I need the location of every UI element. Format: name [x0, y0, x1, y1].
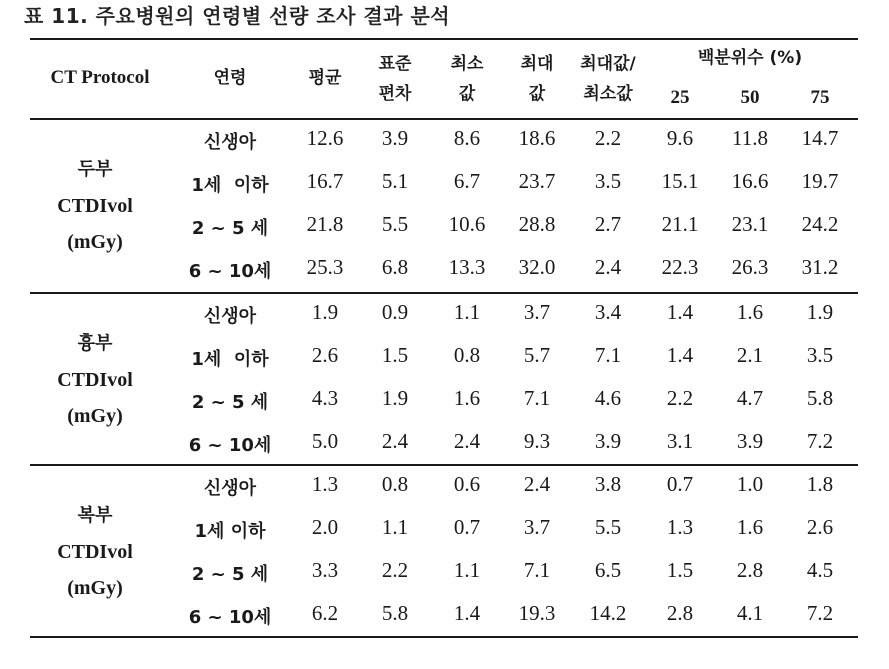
cell-min: 1.6: [453, 386, 481, 410]
cell-mean: 2.0: [311, 515, 339, 539]
age-label: 2 ~ 5 세: [191, 392, 269, 413]
cell-p25: 1.5: [666, 558, 694, 582]
group-label: [40, 326, 150, 434]
age-label: 신생아: [203, 132, 257, 153]
cell-p50: 11.8: [732, 126, 768, 150]
cell-max: 7.1: [523, 558, 551, 582]
group-rule-1: [30, 292, 858, 294]
cell-sd: 5.5: [381, 212, 409, 236]
cell-ratio: 3.4: [594, 300, 622, 324]
cell-p75: 19.7: [801, 169, 839, 193]
cell-ratio: 3.9: [594, 429, 622, 453]
cell-p25: 15.1: [661, 169, 699, 193]
cell-max: 28.8: [518, 212, 556, 236]
group-metric: CTDIvol: [57, 541, 133, 563]
cell-p25: 3.1: [666, 429, 694, 453]
group-unit: (mGy): [67, 405, 123, 427]
cell-min: 10.6: [448, 212, 486, 236]
cell-max: 19.3: [518, 601, 556, 625]
cell-p25: 2.2: [666, 386, 694, 410]
table-caption: 표 11. 주요병원의 연령별 선량 조사 결과 분석: [24, 4, 451, 28]
age-label: 1세 이하: [191, 349, 269, 370]
cell-p50: 26.3: [731, 255, 769, 279]
header-p75: 75: [810, 87, 830, 108]
group-metric: CTDIvol: [57, 195, 133, 217]
cell-p50: 3.9: [736, 429, 764, 453]
cell-p75: 31.2: [801, 255, 839, 279]
cell-mean: 5.0: [311, 429, 339, 453]
age-label: 6 ~ 10세: [188, 261, 272, 282]
cell-sd: 3.9: [381, 126, 409, 150]
cell-min: 1.4: [453, 601, 481, 625]
cell-sd: 2.4: [381, 429, 409, 453]
cell-p25: 1.4: [666, 343, 694, 367]
group-name: 두부: [77, 159, 113, 180]
cell-mean: 1.9: [311, 300, 339, 324]
group-name: 복부: [77, 505, 113, 526]
header-percentile: 백분위수 (%): [697, 48, 803, 68]
group-label: [40, 498, 150, 606]
age-label: 2 ~ 5 세: [191, 218, 269, 239]
cell-p50: 1.6: [736, 515, 764, 539]
cell-p50: 4.1: [736, 601, 764, 625]
cell-sd: 0.8: [381, 472, 409, 496]
cell-ratio: 5.5: [594, 515, 622, 539]
cell-min: 0.7: [453, 515, 481, 539]
cell-ratio: 3.5: [594, 169, 622, 193]
cell-p75: 5.8: [806, 386, 834, 410]
header-ratio-line1: 최대값/: [580, 54, 636, 74]
group-label: [40, 152, 150, 260]
cell-p75: 24.2: [801, 212, 839, 236]
cell-mean: 12.6: [306, 126, 344, 150]
cell-ratio: 3.8: [594, 472, 622, 496]
header-sd-line2: 편차: [378, 84, 412, 104]
cell-mean: 21.8: [306, 212, 344, 236]
header-max-line1: 최대: [520, 54, 554, 74]
cell-ratio: 6.5: [594, 558, 622, 582]
age-label: 신생아: [203, 306, 257, 327]
group-unit: (mGy): [67, 231, 123, 253]
bottom-rule: [30, 636, 858, 638]
cell-p50: 2.8: [736, 558, 764, 582]
cell-mean: 2.6: [311, 343, 339, 367]
cell-min: 8.6: [453, 126, 481, 150]
cell-max: 3.7: [523, 515, 551, 539]
cell-mean: 16.7: [306, 169, 344, 193]
cell-min: 0.8: [453, 343, 481, 367]
cell-ratio: 2.4: [594, 255, 622, 279]
cell-p50: 23.1: [731, 212, 769, 236]
cell-mean: 1.3: [311, 472, 339, 496]
cell-mean: 6.2: [311, 601, 339, 625]
cell-sd: 6.8: [381, 255, 409, 279]
cell-p50: 16.6: [731, 169, 769, 193]
cell-mean: 3.3: [311, 558, 339, 582]
header-mean: 평균: [308, 68, 342, 88]
cell-max: 23.7: [518, 169, 556, 193]
group-unit: (mGy): [67, 577, 123, 599]
header-protocol: CT Protocol: [50, 67, 150, 88]
cell-max: 2.4: [523, 472, 551, 496]
cell-max: 18.6: [518, 126, 556, 150]
header-max-line2: 값: [528, 84, 546, 104]
cell-ratio: 7.1: [594, 343, 622, 367]
header-age: 연령: [213, 68, 247, 88]
cell-p75: 4.5: [806, 558, 834, 582]
cell-p50: 1.6: [736, 300, 764, 324]
cell-ratio: 14.2: [589, 601, 627, 625]
cell-min: 13.3: [448, 255, 486, 279]
header-rule: [30, 118, 858, 120]
cell-p25: 1.3: [666, 515, 694, 539]
age-label: 2 ~ 5 세: [191, 564, 269, 585]
cell-min: 6.7: [453, 169, 481, 193]
cell-max: 9.3: [523, 429, 551, 453]
header-min-line2: 값: [458, 84, 476, 104]
cell-max: 32.0: [518, 255, 556, 279]
cell-p25: 1.4: [666, 300, 694, 324]
top-rule: [30, 38, 858, 40]
cell-mean: 4.3: [311, 386, 339, 410]
cell-max: 5.7: [523, 343, 551, 367]
age-label: 1세 이하: [194, 521, 266, 542]
age-label: 1세 이하: [191, 175, 269, 196]
cell-ratio: 2.2: [594, 126, 622, 150]
cell-p25: 2.8: [666, 601, 694, 625]
cell-ratio: 2.7: [594, 212, 622, 236]
cell-min: 0.6: [453, 472, 481, 496]
cell-p25: 22.3: [661, 255, 699, 279]
cell-p50: 4.7: [736, 386, 764, 410]
cell-min: 1.1: [453, 558, 481, 582]
cell-sd: 1.1: [381, 515, 409, 539]
header-p25: 25: [670, 87, 690, 108]
header-sd-line1: 표준: [378, 54, 412, 74]
cell-sd: 2.2: [381, 558, 409, 582]
group-rule-2: [30, 464, 858, 466]
cell-p25: 21.1: [661, 212, 699, 236]
cell-max: 7.1: [523, 386, 551, 410]
group-name: 흉부: [77, 333, 113, 354]
cell-p25: 0.7: [666, 472, 694, 496]
header-p50: 50: [740, 87, 760, 108]
cell-min: 1.1: [453, 300, 481, 324]
header-min-line1: 최소: [450, 54, 484, 74]
cell-sd: 1.5: [381, 343, 409, 367]
cell-p75: 1.8: [806, 472, 834, 496]
cell-sd: 5.1: [381, 169, 409, 193]
cell-sd: 5.8: [381, 601, 409, 625]
cell-p75: 7.2: [806, 601, 834, 625]
cell-min: 2.4: [453, 429, 481, 453]
cell-p75: 7.2: [806, 429, 834, 453]
cell-p25: 9.6: [666, 126, 694, 150]
cell-p75: 14.7: [801, 126, 839, 150]
age-label: 신생아: [203, 478, 257, 499]
cell-p75: 1.9: [806, 300, 834, 324]
cell-p75: 3.5: [806, 343, 834, 367]
age-label: 6 ~ 10세: [188, 435, 272, 456]
cell-sd: 0.9: [381, 300, 409, 324]
cell-max: 3.7: [523, 300, 551, 324]
cell-mean: 25.3: [306, 255, 344, 279]
cell-p50: 1.0: [736, 472, 764, 496]
age-label: 6 ~ 10세: [188, 607, 272, 628]
cell-p50: 2.1: [736, 343, 764, 367]
cell-ratio: 4.6: [594, 386, 622, 410]
cell-p75: 2.6: [806, 515, 834, 539]
group-metric: CTDIvol: [57, 369, 133, 391]
cell-sd: 1.9: [381, 386, 409, 410]
header-ratio-line2: 최소값: [583, 84, 633, 104]
